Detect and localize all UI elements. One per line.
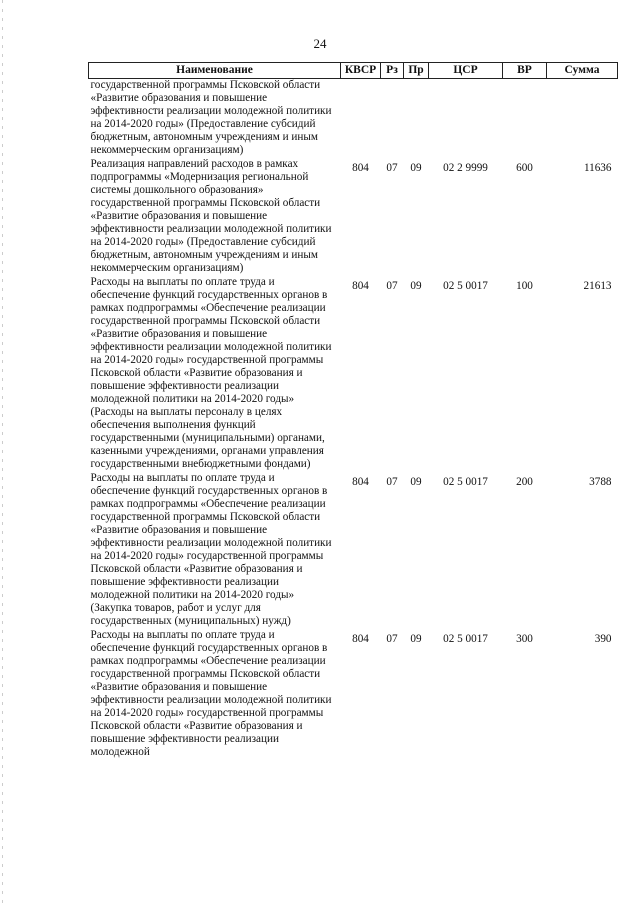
row-csr: 02 5 0017 bbox=[443, 633, 488, 645]
table-row bbox=[89, 79, 618, 159]
header-rz: Рз bbox=[381, 63, 404, 79]
header-kvsr: КВСР bbox=[341, 63, 381, 79]
header-sum: Сумма bbox=[547, 63, 618, 79]
row-csr: 02 5 0017 bbox=[443, 476, 488, 488]
header-pr: Пр bbox=[404, 63, 429, 79]
row-name: Расходы на выплаты по оплате труда и обеспечение функций государственных органов в рамках подпрограммы «Обеспечение реализации государственной программы Псковской области «Развитие образования и повышение эффективности реализации молодежной политики на 2014-2020 годы» государственной программы Псковской области «Развитие образования и повышение эффективности реализации молодежной bbox=[90, 629, 332, 758]
table-row bbox=[89, 276, 618, 472]
page-number: 24 bbox=[313, 36, 327, 51]
row-sum: 21613 bbox=[583, 280, 612, 292]
row-name: Расходы на выплаты по оплате труда и обеспечение функций государственных органов в рамках подпрограммы «Обеспечение реализации государственной программы Псковской области «Развитие образования и повышение эффективности реализации молодежной политики на 2014-2020 годы» государственной программы Псковской области «Развитие образования и повышение эффективности реализации молодежной политики на 2014-2020 годы» (Расходы на выплаты персоналу в целях обеспечения выполнения функций государственными (муниципальными) органами, казенными учреждениями, органами управления государственными внебюджетными фондами) bbox=[90, 276, 332, 470]
row-kvsr bbox=[341, 79, 381, 159]
row-sum: 11636 bbox=[583, 162, 612, 174]
row-rz bbox=[381, 79, 404, 159]
row-kvsr: 804 bbox=[352, 280, 369, 292]
row-pr: 09 bbox=[410, 162, 422, 174]
row-vr: 200 bbox=[516, 476, 533, 488]
row-vr: 300 bbox=[516, 633, 533, 645]
row-kvsr: 804 bbox=[352, 476, 369, 488]
row-pr: 09 bbox=[410, 476, 422, 488]
row-csr: 02 2 9999 bbox=[443, 162, 488, 174]
row-rz: 07 bbox=[386, 633, 398, 645]
row-vr bbox=[503, 79, 547, 159]
row-pr: 09 bbox=[410, 633, 422, 645]
row-sum bbox=[547, 79, 618, 159]
row-rz: 07 bbox=[386, 280, 398, 292]
scan-edge bbox=[2, 0, 3, 905]
row-kvsr: 804 bbox=[352, 633, 369, 645]
row-name: государственной программы Псковской области «Развитие образования и повышение эффективности реализации молодежной политики на 2014-2020 годы» (Предоставление субсидий бюджетным, автономным учреждениям и иным некоммерческим организациям) bbox=[90, 79, 332, 156]
row-pr bbox=[404, 79, 429, 159]
row-sum: 3788 bbox=[589, 476, 612, 488]
row-pr: 09 bbox=[410, 280, 422, 292]
header-name: Наименование bbox=[89, 63, 341, 79]
row-sum: 390 bbox=[594, 633, 612, 645]
row-name: Расходы на выплаты по оплате труда и обеспечение функций государственных органов в рамках подпрограммы «Обеспечение реализации государственной программы Псковской области «Развитие образования и повышение эффективности реализации молодежной политики на 2014-2020 годы» государственной программы Псковской области «Развитие образования и повышение эффективности реализации молодежной политики на 2014-2020 годы» (Закупка товаров, работ и услуг для государственных (муниципальных) нужд) bbox=[90, 472, 332, 627]
row-csr bbox=[429, 79, 503, 159]
table-row bbox=[89, 629, 618, 760]
table-row bbox=[89, 472, 618, 629]
row-vr: 100 bbox=[516, 280, 533, 292]
row-vr: 600 bbox=[516, 162, 533, 174]
row-csr: 02 5 0017 bbox=[443, 280, 488, 292]
budget-table bbox=[88, 62, 618, 760]
header-vr: ВР bbox=[503, 63, 547, 79]
row-name: Реализация направлений расходов в рамках подпрограммы «Модернизация региональной системы дошкольного образования» государственной программы Псковской области «Развитие образования и повышение эффективности реализации молодежной политики на 2014-2020 годы» (Предоставление субсидий бюджетным, автономным учреждениям и иным некоммерческим организациям) bbox=[90, 158, 332, 274]
table-header-row bbox=[89, 63, 618, 79]
header-csr: ЦСР bbox=[429, 63, 503, 79]
row-kvsr: 804 bbox=[352, 162, 369, 174]
row-rz: 07 bbox=[386, 476, 398, 488]
row-rz: 07 bbox=[386, 162, 398, 174]
table-row bbox=[89, 158, 618, 276]
